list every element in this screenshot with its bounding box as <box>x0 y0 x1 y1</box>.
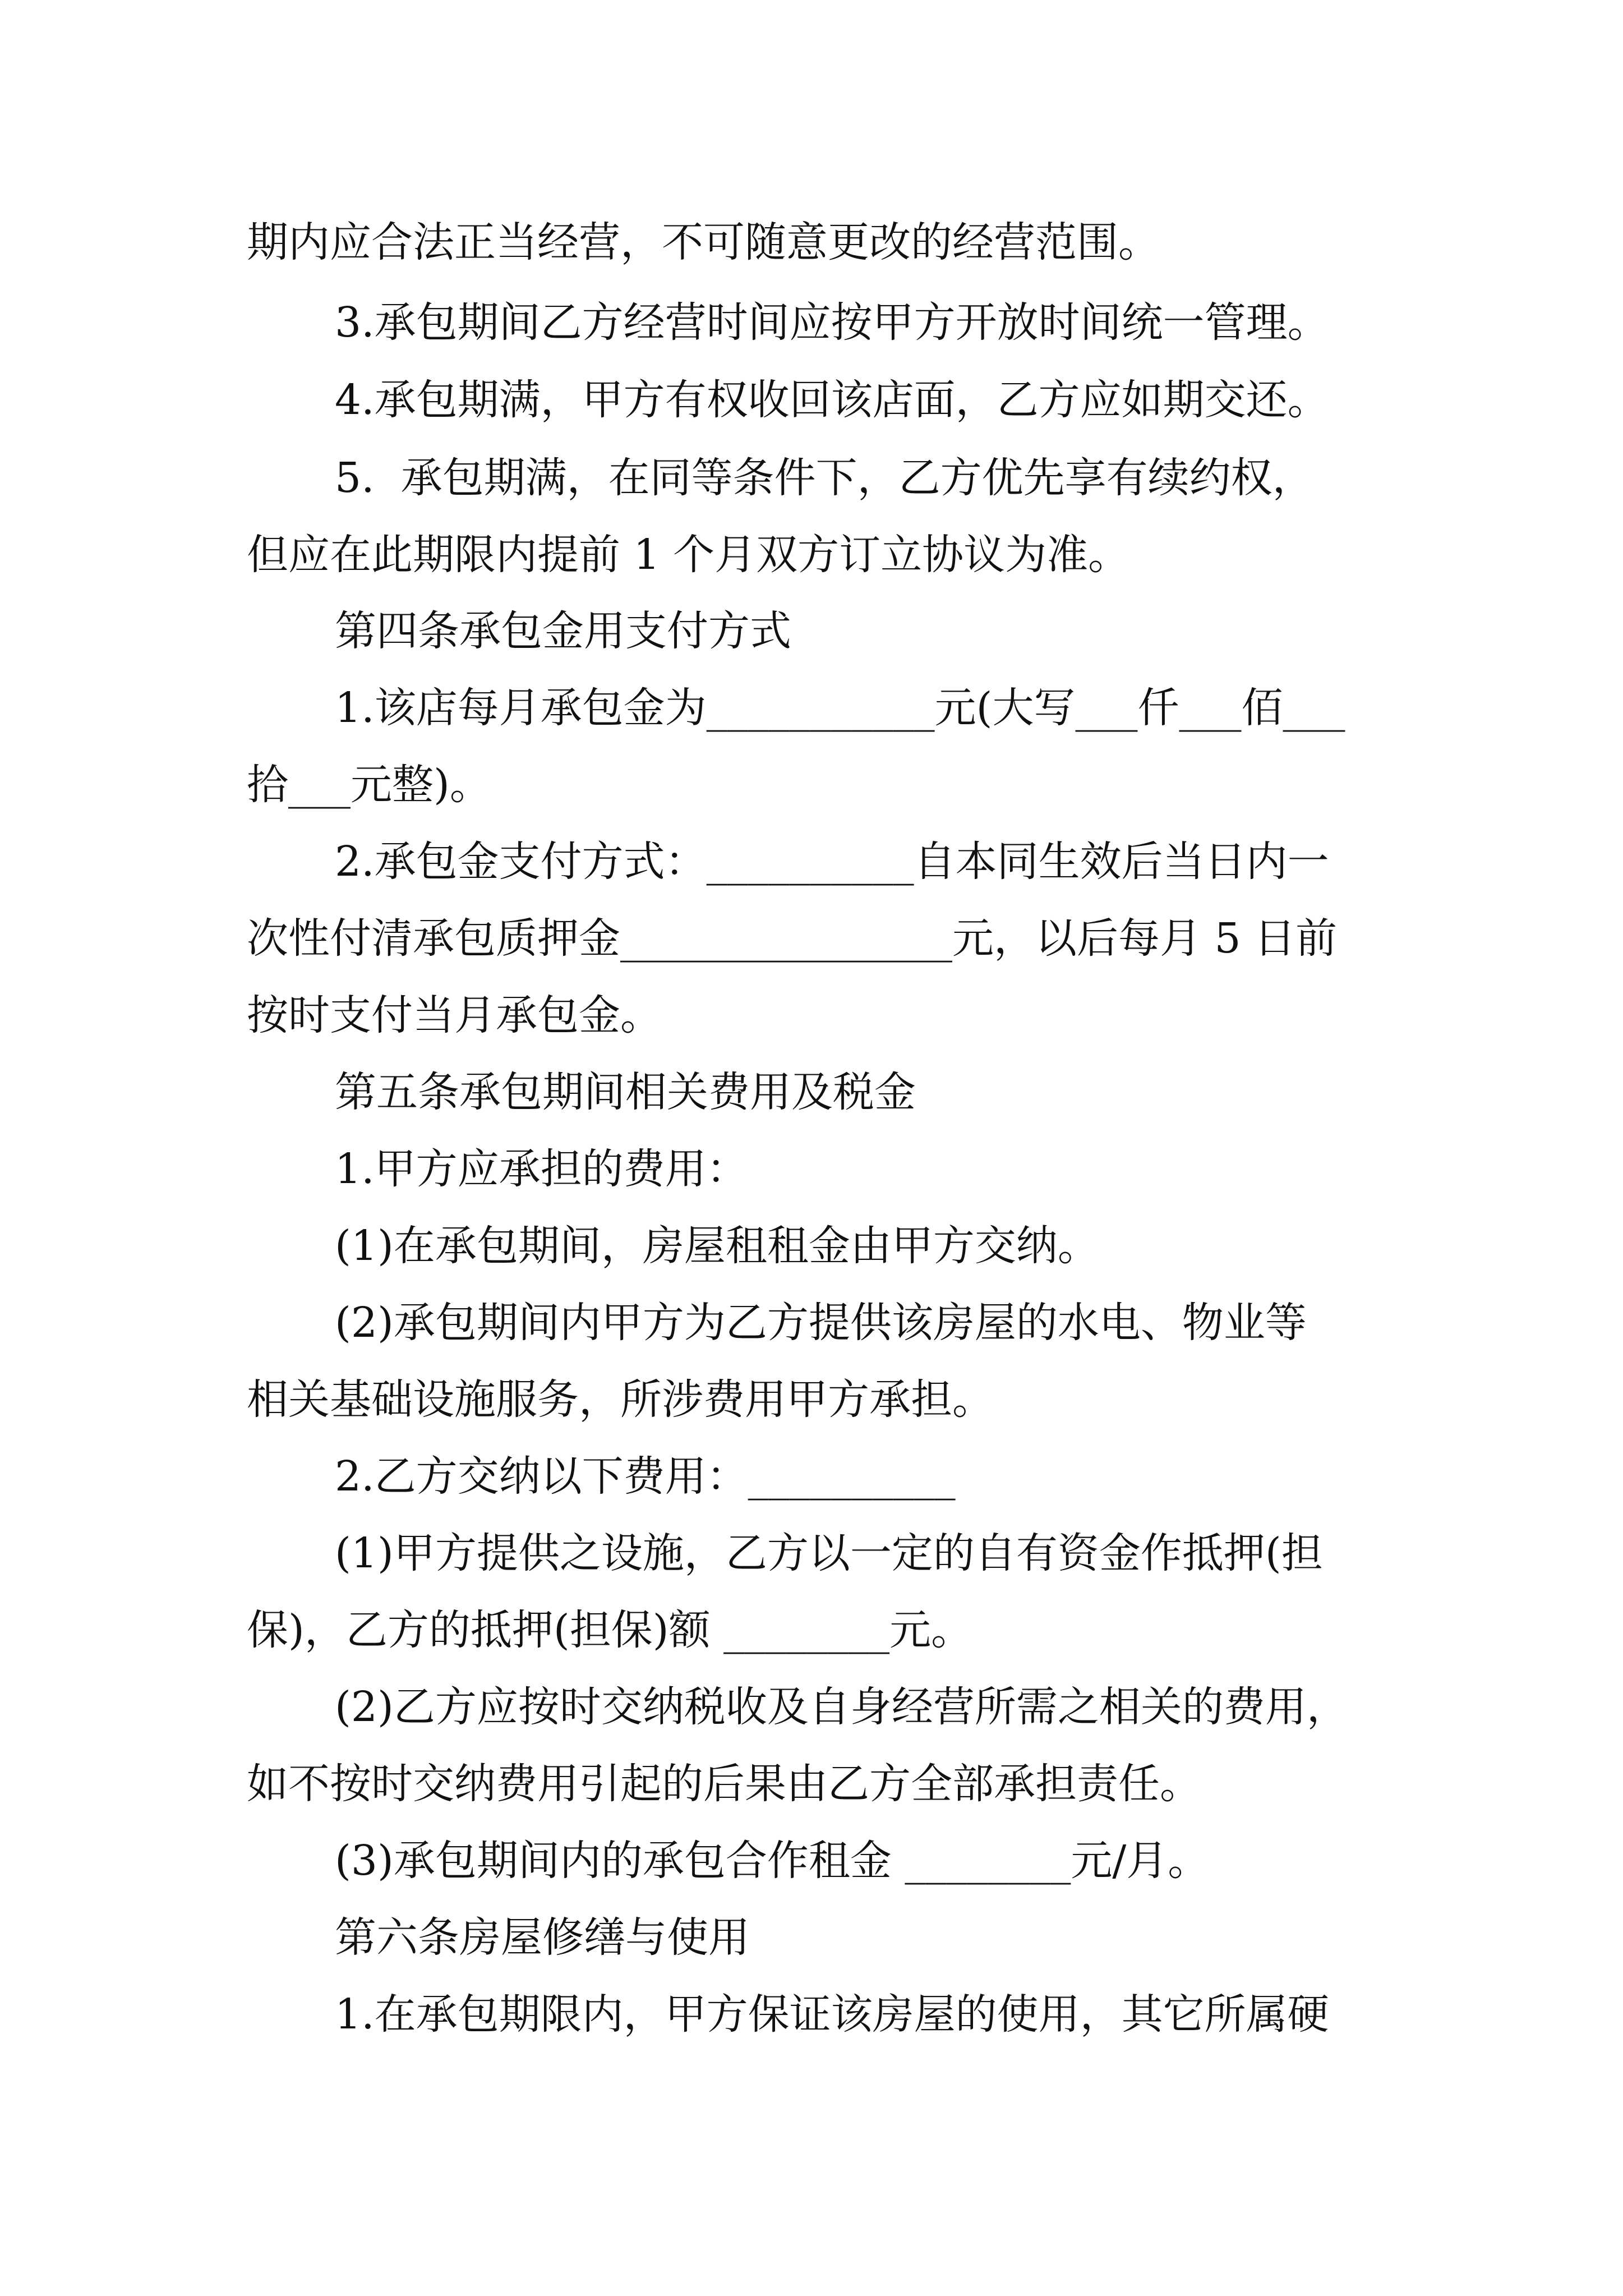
text-line: 4.承包期满，甲方有权收回该店面，乙方应如期交还。 <box>335 376 1329 424</box>
text-line: 次性付清承包质押金________________元，以后每月 5 日前 <box>247 914 1338 963</box>
section-heading: 第四条承包金用支付方式 <box>335 607 791 655</box>
text-line: (1)在承包期间，房屋租租金由甲方交纳。 <box>335 1222 1099 1270</box>
text-line: (2)承包期间内甲方为乙方提供该房屋的水电、物业等 <box>335 1299 1307 1347</box>
text-line: 期内应合法正当经营，不可随意更改的经营范围。 <box>247 218 1160 266</box>
text-line: 如不按时交纳费用引起的后果由乙方全部承担责任。 <box>247 1760 1201 1808</box>
text-line: (1)甲方提供之设施，乙方以一定的自有资金作抵押(担 <box>335 1529 1323 1577</box>
text-line: 5. 承包期满，在同等条件下，乙方优先享有续约权， <box>335 454 1314 502</box>
text-line: 1.在承包期限内，甲方保证该房屋的使用，其它所属硬 <box>335 1990 1329 2039</box>
text-line: 按时支付当月承包金。 <box>247 991 662 1039</box>
text-line: 相关基础设施服务，所涉费用甲方承担。 <box>247 1375 994 1424</box>
section-heading: 第五条承包期间相关费用及税金 <box>335 1068 916 1116</box>
text-line: 1.该店每月承包金为___________元(大写___仟___佰___ <box>335 684 1345 732</box>
section-heading: 第六条房屋修缮与使用 <box>335 1913 750 1962</box>
text-line: 2.乙方交纳以下费用：__________ <box>335 1452 956 1501</box>
text-line: 2.承包金支付方式：__________自本同生效后当日内一 <box>335 838 1329 886</box>
text-line: 拾___元整)。 <box>247 761 491 809</box>
text-line: (2)乙方应按时交纳税收及自身经营所需之相关的费用， <box>335 1683 1348 1731</box>
text-line: 保)，乙方的抵押(担保)额 ________元。 <box>247 1606 973 1654</box>
text-line: (3)承包期间内的承包合作租金 ________元/月。 <box>335 1837 1210 1885</box>
text-line: 3.承包期间乙方经营时间应按甲方开放时间统一管理。 <box>335 298 1329 347</box>
text-line: 但应在此期限内提前 1 个月双方订立协议为准。 <box>247 531 1130 579</box>
text-line: 1.甲方应承担的费用： <box>335 1145 748 1193</box>
